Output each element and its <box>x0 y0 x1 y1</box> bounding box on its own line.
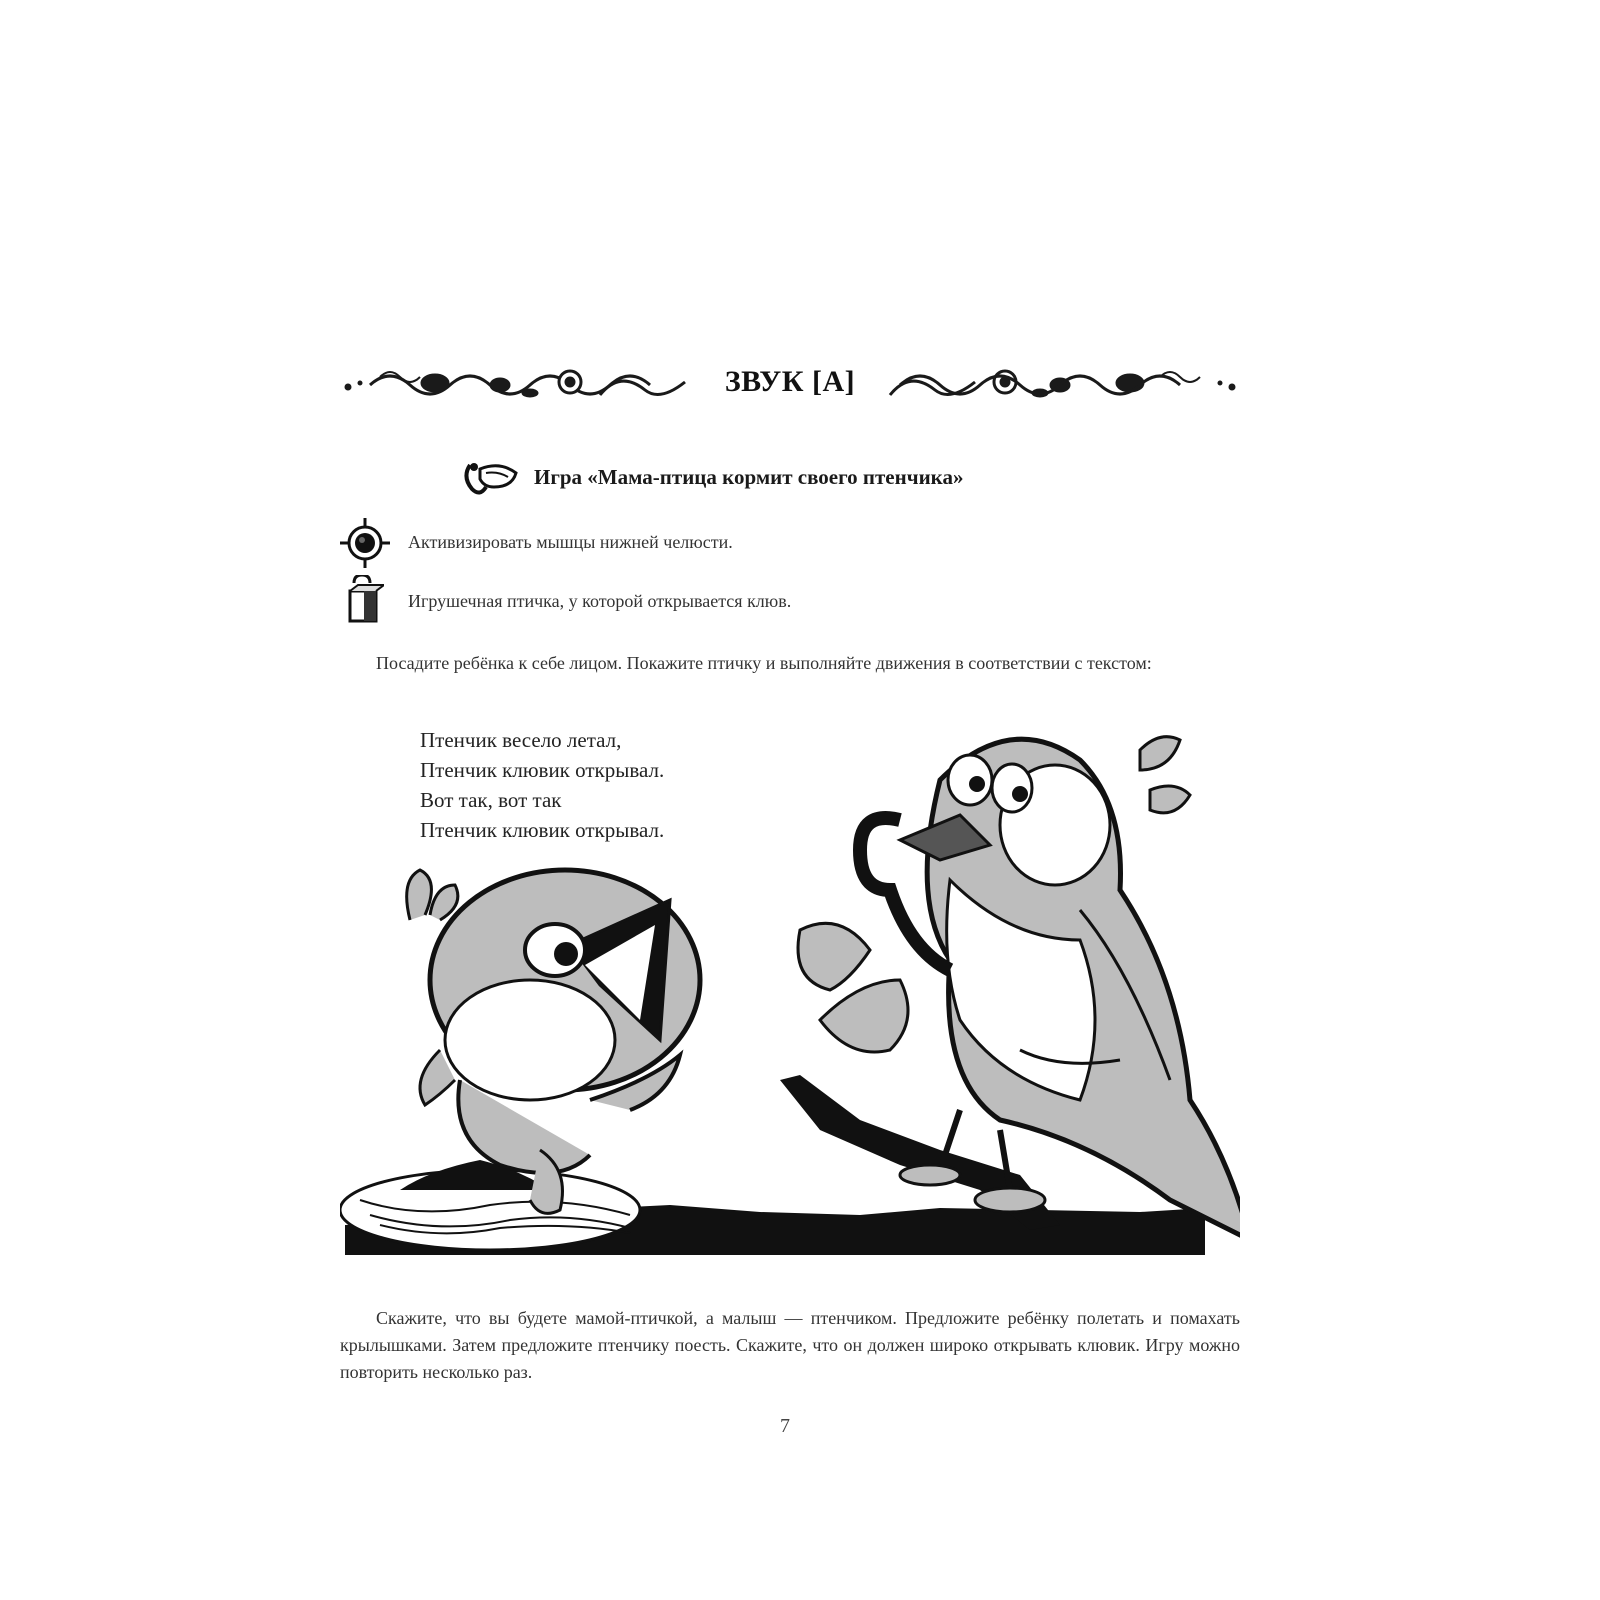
game-title: Игра «Мама-птица кормит своего птенчика» <box>534 465 964 489</box>
instructions-text: Скажите, что вы будете мамой-птичкой, а малыш — птенчиком. Предложите ребёнку полетать и помахать крылышками. Затем предложите птенчику поесть. Скажите, что он должен широко открывать клювик. Игру можно повторить несколько раз. <box>340 1308 1240 1382</box>
materials-icon <box>344 575 384 625</box>
section-header <box>340 355 1240 415</box>
chick-bird-icon <box>407 870 700 1213</box>
poem-line: Птенчик весело летал, <box>420 728 622 752</box>
goal-text: Активизировать мышцы нижней челюсти. <box>408 532 733 552</box>
right-ornament-icon <box>890 371 1235 397</box>
intro-paragraph <box>340 650 1240 677</box>
materials-text: Игрушечная птичка, у которой открывается клюв. <box>408 591 792 611</box>
poem-line: Птенчик клювик открывал. <box>420 818 665 842</box>
instructions-paragraph <box>340 1305 1240 1386</box>
mother-bird-icon <box>860 739 1240 1240</box>
game-icon <box>460 455 520 501</box>
page-number: 7 <box>780 1415 790 1437</box>
poem <box>420 725 664 845</box>
target-icon <box>340 518 390 568</box>
intro-text: Посадите ребёнка к себе лицом. Покажите птичку и выполняйте движения в соответствии с текстом: <box>376 653 1152 673</box>
nest-icon <box>340 1160 640 1250</box>
poem-line: Вот так, вот так <box>420 788 562 812</box>
page-title: ЗВУК [А] <box>724 365 856 398</box>
left-ornament-icon <box>345 371 685 397</box>
poem-line: Птенчик клювик открывал. <box>420 758 665 782</box>
